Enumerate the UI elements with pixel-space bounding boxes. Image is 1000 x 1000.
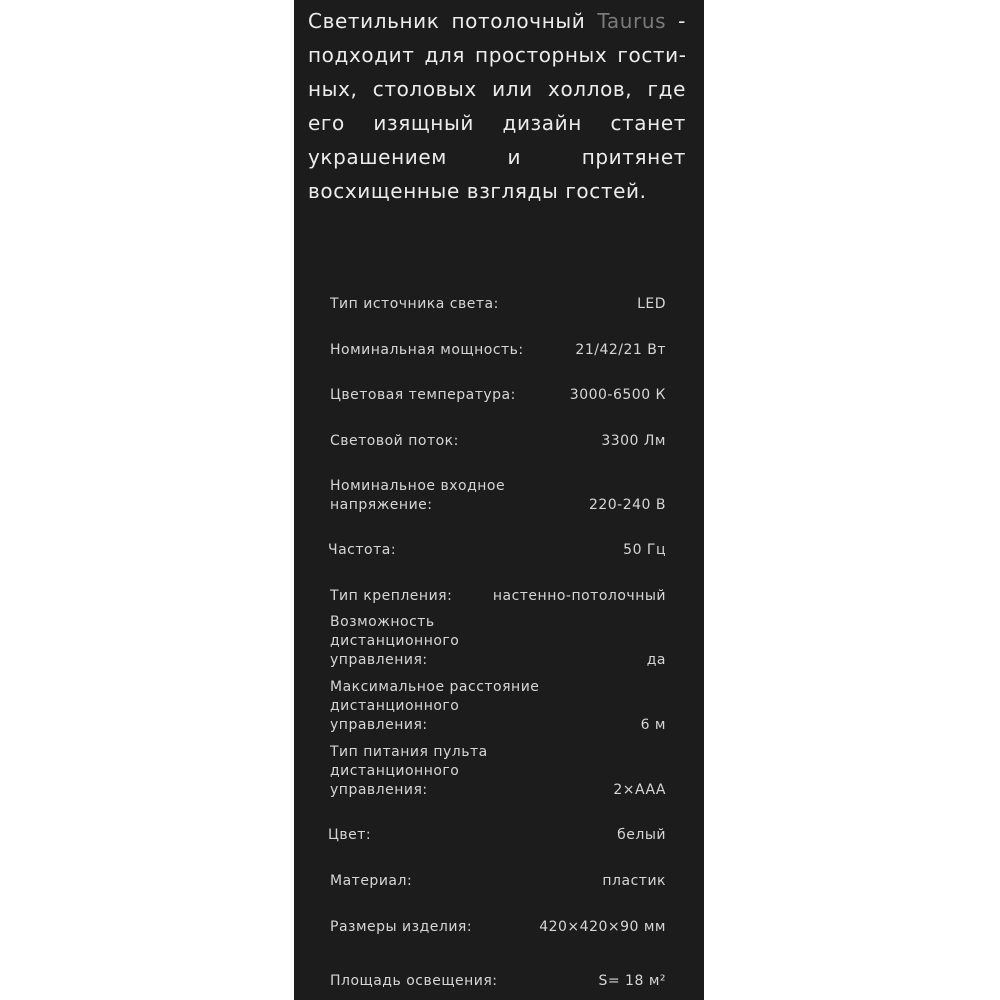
spec-label: Цветовая температура:: [330, 387, 516, 403]
spec-value: пластик: [602, 873, 666, 889]
brand-name: Taurus: [597, 9, 667, 33]
spec-label: Цвет:: [328, 827, 372, 843]
spec-value: настенно-потолочный: [492, 588, 666, 604]
spec-label: Максимальное расстояние дистанционного управления:: [330, 679, 540, 733]
product-info-panel: [294, 0, 704, 1000]
spec-row-remote-control: [330, 614, 666, 670]
spec-value: 21/42/21 Вт: [575, 342, 666, 358]
spec-label: Номинальное входное напряжение:: [330, 478, 506, 513]
spec-row-mounting-type: [330, 568, 666, 606]
spec-label: Тип крепления:: [330, 588, 453, 604]
spec-value: белый: [617, 827, 666, 843]
spec-row-material: [330, 853, 666, 891]
spec-value: 420×420×90 мм: [539, 919, 666, 935]
spec-label: Световой поток:: [330, 433, 459, 449]
spec-value: 2×AAA: [613, 782, 666, 798]
spec-row-luminous-flux: [330, 413, 666, 451]
spec-value: 3000-6500 К: [569, 387, 666, 403]
description-text-start: Светильник потолочный: [308, 9, 598, 33]
spec-row-remote-power: [330, 744, 666, 800]
spec-label: Тип источника света:: [330, 296, 499, 312]
specifications-list: [330, 0, 666, 1000]
spec-value: да: [646, 652, 666, 668]
spec-value: S= 18 м²: [598, 973, 666, 989]
spec-row-color: [330, 807, 666, 845]
spec-value: 6 м: [640, 717, 666, 733]
spec-row-frequency: [330, 522, 666, 560]
spec-label: Частота:: [328, 542, 397, 558]
spec-value: 50 Гц: [623, 542, 666, 558]
spec-label: Площадь освещения:: [330, 973, 498, 989]
spec-row-lighting-area: [330, 953, 666, 991]
spec-label: Материал:: [330, 873, 413, 889]
spec-row-rated-power: [330, 322, 666, 360]
spec-label: Номинальная мощность:: [330, 342, 524, 358]
spec-label: Размеры изделия:: [330, 919, 473, 935]
spec-row-color-temperature: [330, 367, 666, 405]
spec-row-dimensions: [330, 899, 666, 937]
description-text-end: - подходит для просторных гостиных, столовых или холлов, где его изящный дизайн станет украшением и притянет восхищенные взгляды гостей.: [308, 9, 686, 203]
spec-label: Возможность дистанционного управления:: [330, 614, 460, 668]
spec-value: 220-240 В: [588, 497, 666, 513]
spec-value: 3300 Лм: [601, 433, 666, 449]
spec-row-light-source: [330, 276, 666, 314]
spec-value: LED: [637, 296, 666, 312]
spec-row-input-voltage: [330, 477, 666, 515]
spec-label: Тип питания пульта дистанционного управления:: [330, 744, 488, 798]
spec-row-remote-range: [330, 679, 666, 735]
